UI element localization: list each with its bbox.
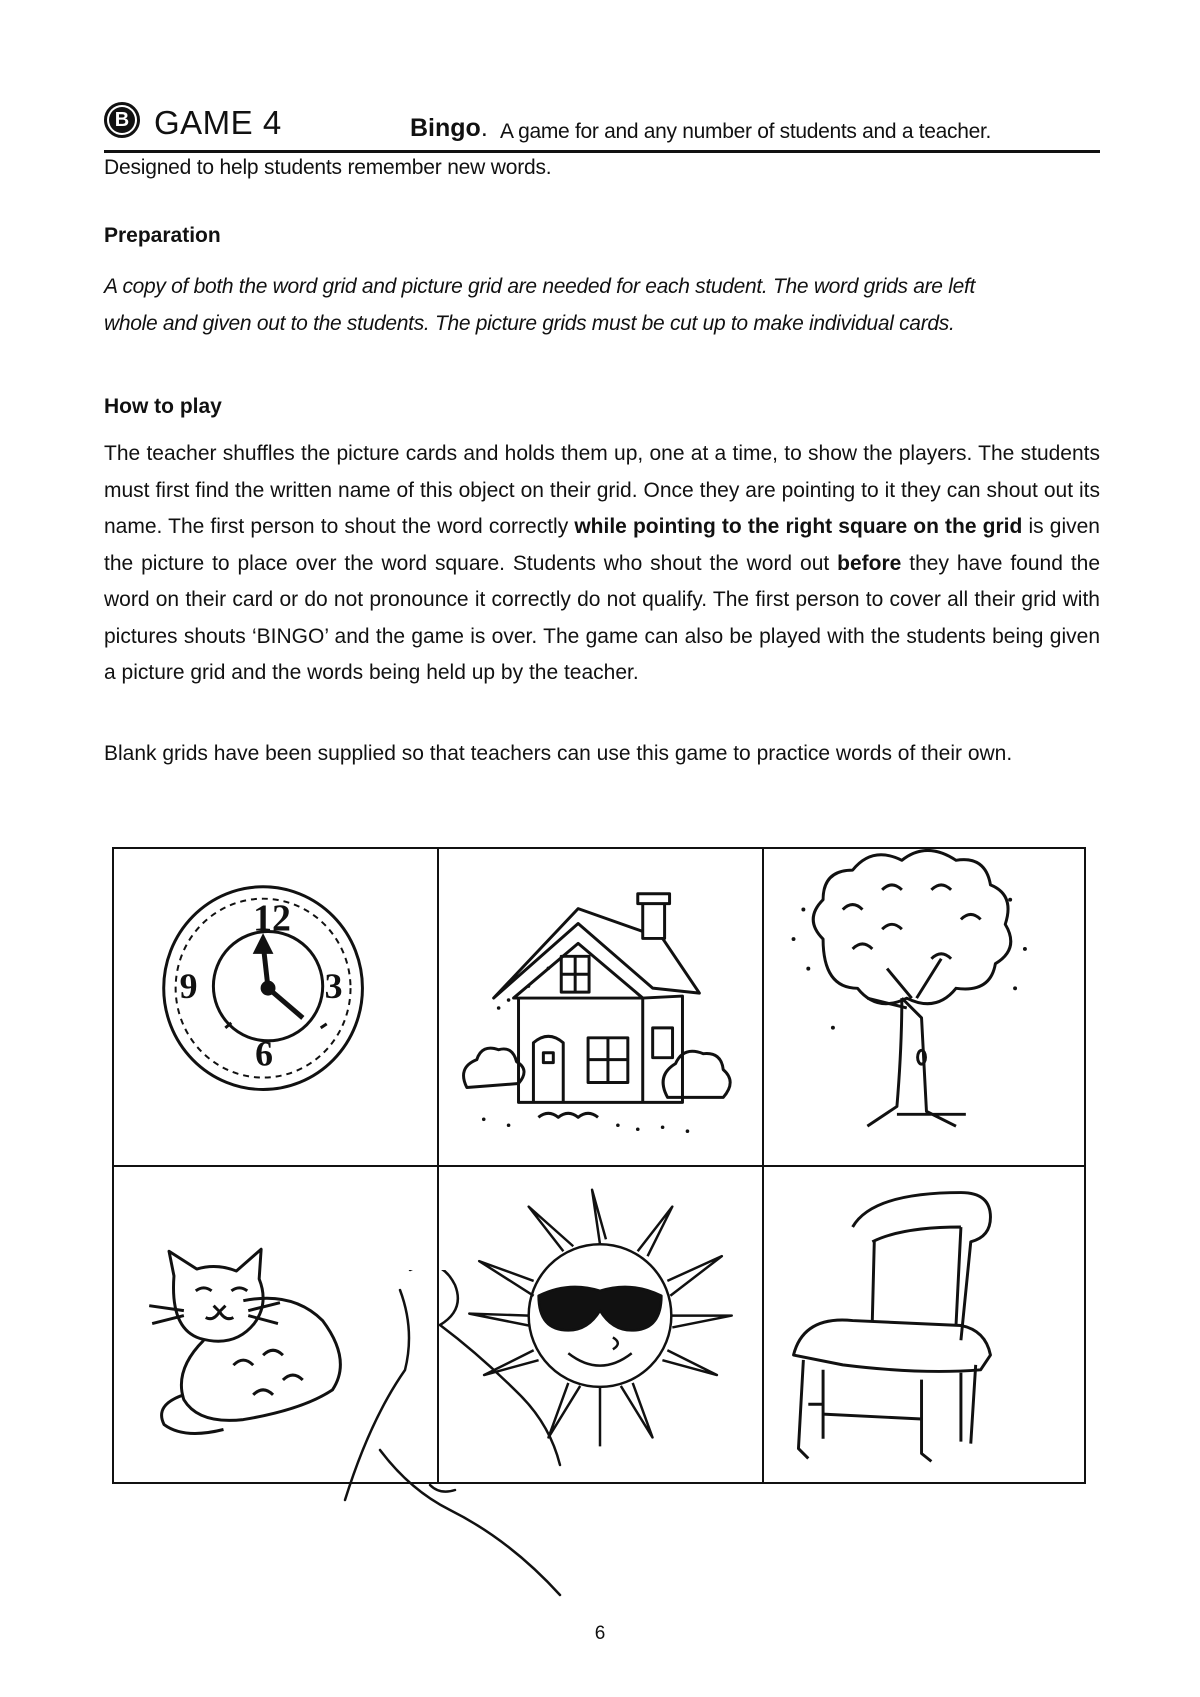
- house-illustration: [439, 849, 762, 1165]
- clock-illustration: [114, 849, 437, 1165]
- game-name: [410, 114, 488, 143]
- chair-illustration: [764, 1167, 1084, 1482]
- game-subtitle: Designed to help students remember new words.: [104, 156, 552, 179]
- game-name-text: Bingo: [410, 114, 481, 142]
- preparation-heading: Preparation: [104, 224, 221, 247]
- game-description: A game for and any number of students and a teacher.: [500, 120, 992, 143]
- page-number: 6: [594, 1623, 606, 1644]
- grid-cell-clock: [114, 849, 439, 1167]
- sun-illustration: [439, 1167, 762, 1482]
- game-header: [104, 100, 1100, 153]
- grid-cell-house: [439, 849, 764, 1167]
- preparation-line-2: whole and given out to the students. The picture grids must be cut up to make individual cards.: [104, 312, 955, 335]
- how-to-play-part-2: is given the picture to place over the word square. Students who shout the word out: [104, 515, 1100, 575]
- grid-cell-cat: [114, 1167, 439, 1482]
- clock-number-6: 6: [255, 1033, 274, 1074]
- how-to-play-part-3: they have found the word on their card or do not pronounce it correctly do not qualify. The first person to cover all their grid with pictures shouts ‘BINGO’ and the game is over. The game can also be played with the students being given a picture grid and the words being held up by the teacher.: [104, 551, 1101, 684]
- how-to-play-part-1: The teacher shuffles the picture cards and holds them up, one at a time, to show the players. The students must first find the written name of this object on their grid. Once they are pointing to it they can shout out its name. The first person to shout the word correctly: [104, 442, 1100, 538]
- cat-illustration: [114, 1167, 437, 1482]
- how-to-play-bold-1: while pointing to the right square on the grid: [574, 515, 1023, 538]
- clock-number-12: 12: [253, 897, 291, 940]
- tree-illustration: [764, 849, 1084, 1165]
- picture-grid: [112, 847, 1086, 1484]
- section-badge: [104, 102, 140, 138]
- grid-cell-tree: [764, 849, 1084, 1167]
- preparation-text: [104, 268, 1104, 342]
- clock-number-9: 9: [179, 966, 198, 1007]
- how-to-play-bold-2: before: [837, 551, 902, 575]
- clock-number-3: 3: [324, 966, 343, 1007]
- blank-grids-note: Blank grids have been supplied so that teachers can use this game to practice words of their own.: [104, 742, 1013, 765]
- preparation-line-1: A copy of both the word grid and picture grid are needed for each student. The word grids are left: [104, 275, 976, 298]
- section-badge-letter: B: [109, 107, 135, 133]
- grid-cell-sun: [439, 1167, 764, 1482]
- game-name-dot: .: [480, 114, 488, 142]
- grid-cell-chair: [764, 1167, 1084, 1482]
- game-title: GAME 4: [154, 104, 282, 141]
- how-to-play-text: [104, 436, 1100, 692]
- how-to-play-heading: How to play: [104, 395, 222, 418]
